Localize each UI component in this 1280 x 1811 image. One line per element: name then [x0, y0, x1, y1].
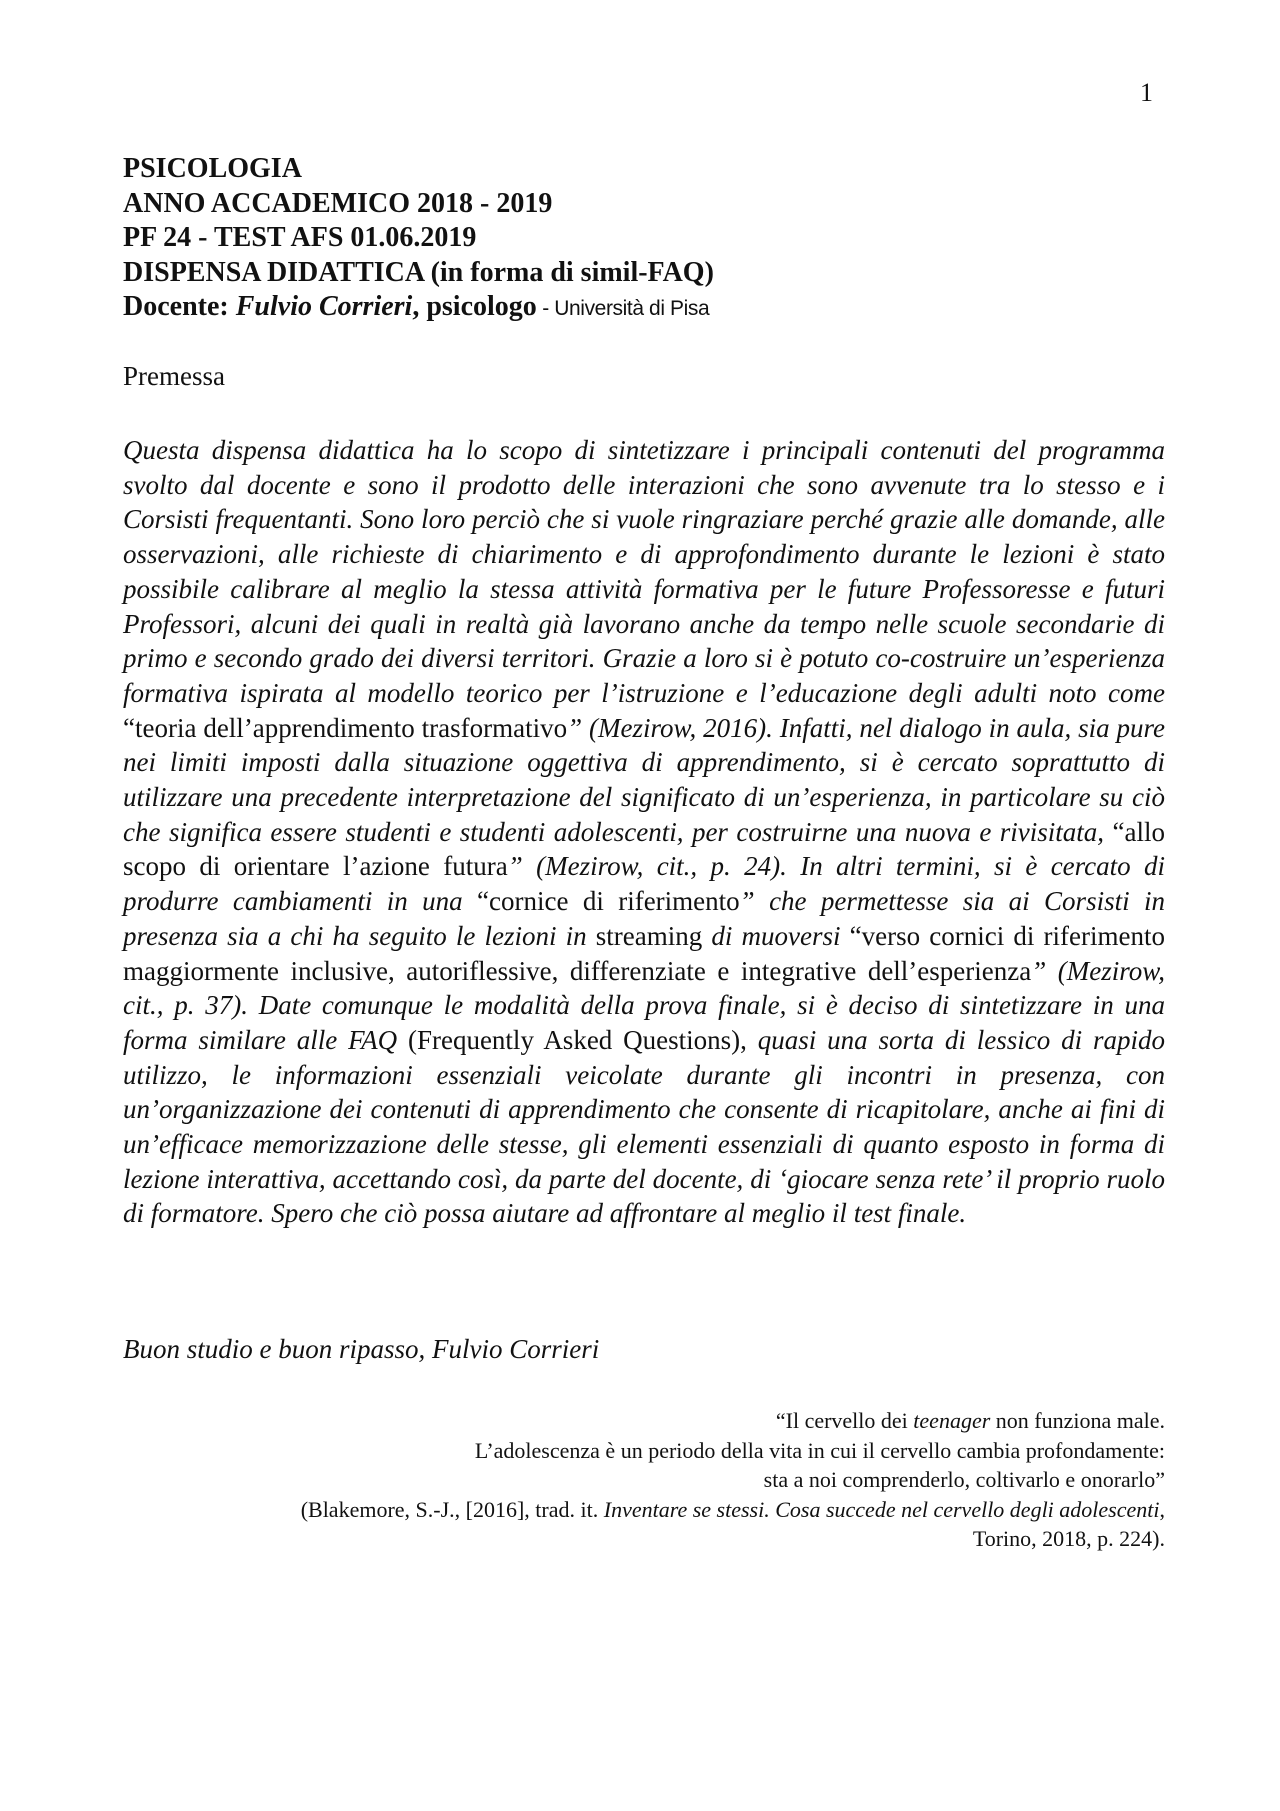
citation-book-title: Inventare se stessi. Cosa succede nel cervello degli adolescenti — [603, 1496, 1160, 1522]
header-test-info: PF 24 - TEST AFS 01.06.2019 — [123, 222, 477, 253]
intro-paragraph — [123, 433, 1165, 1231]
quote-citation-2: Torino, 2018, p. 224). — [972, 1526, 1165, 1551]
citation-text: , — [1159, 1496, 1165, 1522]
intro-upright-5: “verso cornici di riferimento maggiormente inclusive, autoriflessive, differenziate e integrative dell’esperienza — [123, 920, 1165, 986]
docente-affiliation: - Università di Pisa — [536, 297, 710, 320]
quote-text: “Il cervello dei — [775, 1408, 914, 1433]
intro-text-1: Questa dispensa didattica ha lo scopo di sintetizzare i principali contenuti del programma svolto dal docente e sono il prodotto delle interazioni che sono avvenute tra lo stesso e i Corsisti frequentanti. Sono loro perciò che si vuole ringraziare perché grazie alle domande, alle osservazioni, alle richieste di chiarimento e di approfondimento durante le lezioni è stato possibile calibrare al meglio la stessa attività formativa per le future Professoresse e futuri Professori, alcuni dei quali in realtà già lavorano anche da tempo nelle scuole secondarie di primo e secondo grado dei diversi territori. Grazie a loro si è potuto co-costruire un’esperienza formativa ispirata al modello teorico per l’istruzione e l’educazione degli adulti noto come — [123, 435, 1165, 708]
docente-name: Fulvio Corrieri — [235, 291, 413, 322]
quote-text: non funziona male. — [990, 1408, 1165, 1433]
intro-text-3: ” (Mezirow, cit., p. 24). In altri termini, si è cercato di produrre cambiamenti in una — [123, 851, 1166, 917]
quote-citation-1 — [123, 1495, 1165, 1525]
intro-upright-3: “cornice di riferimento — [477, 886, 740, 917]
epigraph-quote — [123, 1406, 1165, 1554]
docente-role: , psicologo — [412, 291, 537, 322]
header-subject: PSICOLOGIA — [123, 153, 302, 184]
signoff: Buon studio e buon ripasso, Fulvio Corrieri — [123, 1334, 600, 1364]
intro-upright-6: (Frequently Asked Questions), — [407, 1024, 747, 1055]
intro-text-5: di muoversi — [702, 920, 850, 951]
intro-text-6: ” (Mezirow, cit., p. 37). Date comunque le modalità della prova finale, si è deciso di sintetizzare in una forma similare alle FAQ — [123, 955, 1165, 1055]
header-document-type: DISPENSA DIDATTICA (in forma di simil-FAQ) — [123, 256, 714, 288]
docente-label: Docente: — [123, 291, 229, 322]
intro-text-2: ” (Mezirow, 2016). Infatti, nel dialogo in aula, sia pure nei limiti imposti dalla situazione oggettiva di apprendimento, si è cercato soprattutto di utilizzare una precedente interpretazione del significato di un’esperienza, in particolare su ciò che significa essere studenti e studenti adolescenti, per costruirne una nuova e rivisitata, — [123, 712, 1165, 847]
page-number: 1 — [1140, 78, 1153, 107]
intro-text-7: quasi una sorta di lessico di rapido utilizzo, le informazioni essenziali veicolate durante gli incontri in presenza, con un’organizzazione dei contenuti di apprendimento che consente di ricapitolare, anche ai fini di un’efficace memorizzazione delle stesse, gli elementi essenziali di quanto esposto in forma di lezione interattiva, accettando così, da parte del docente, di ‘giocare senza rete’ il proprio ruolo di formatore. Spero che ciò possa aiutare ad affrontare al meglio il test finale. — [123, 1024, 1166, 1229]
section-title: Premessa — [123, 361, 225, 391]
intro-upright-1: “teoria dell’apprendimento trasformativo — [123, 712, 568, 743]
quote-italic: teenager — [913, 1408, 991, 1433]
header-academic-year: ANNO ACCADEMICO 2018 - 2019 — [123, 187, 553, 219]
citation-text: (Blakemore, S.-J., [2016], trad. it. — [300, 1496, 604, 1522]
header-docente — [123, 290, 1163, 327]
quote-line-3: sta a noi comprenderlo, coltivarlo e onorarlo” — [763, 1467, 1165, 1492]
intro-upright-2: “allo scopo di orientare l’azione futura — [123, 816, 1165, 882]
document-header — [123, 152, 1163, 327]
quote-line-1 — [123, 1406, 1165, 1436]
intro-upright-4: streaming — [595, 920, 703, 951]
intro-text-4: ” che permettesse sia ai Corsisti in presenza sia a chi ha seguito le lezioni in — [123, 886, 1165, 951]
quote-line-2: L’adolescenza è un periodo della vita in cui il cervello cambia profondamente: — [474, 1437, 1165, 1463]
